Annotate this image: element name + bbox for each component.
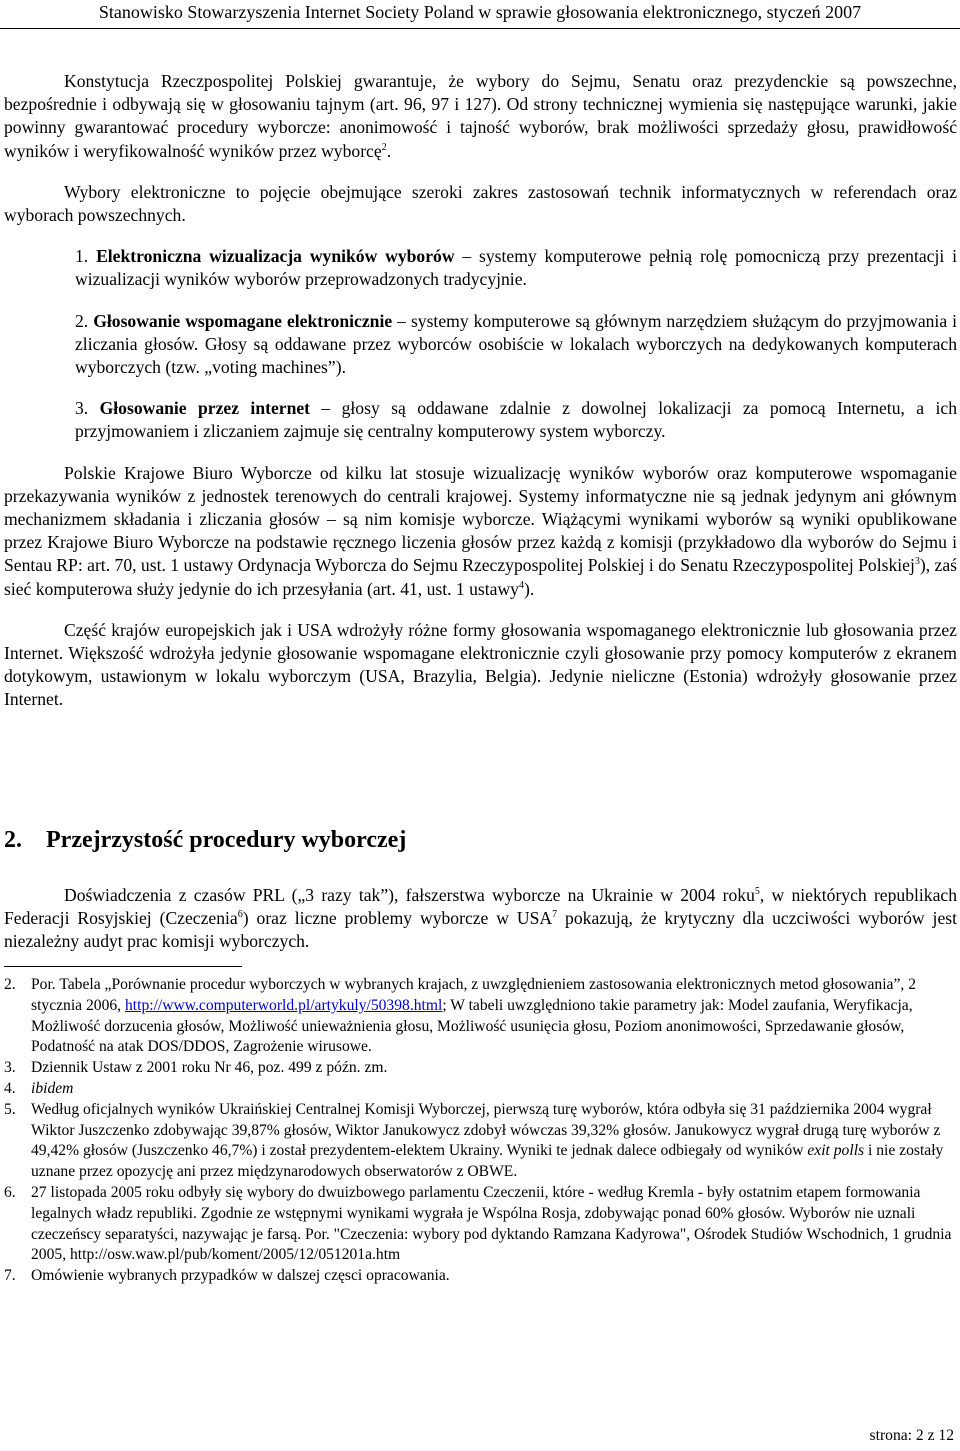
paragraph-constitution: Konstytucja Rzeczpospolitej Polskiej gwarantuje, że wybory do Sejmu, Senatu oraz prezydenckie są powszechne, bezpośrednie i odbywają się w głosowaniu tajnym (art. 96, 97 i 127). Od strony technicznej wymienia się następujące warunki, jakie powinny gwarantować procedury wyborcze: anonimowość i tajność wyborów, brak możliwości sprzedaży głosu, prawidłowość wyników i weryfikowalność wyników przez wyborcę$^2$. bbox=[4, 71, 957, 161]
computerworld-link[interactable]: http://www.computerworld.pl/artykuly/50398.html bbox=[124, 996, 443, 1014]
footnote-ref-6[interactable]: 6 bbox=[237, 909, 243, 921]
footnote-ref-3[interactable]: 3 bbox=[914, 556, 920, 568]
footnotes bbox=[4, 975, 954, 1287]
paragraph-pkw: Polskie Krajowe Biuro Wyborcze od kilku lat stosuje wizualizację wyników wyborów oraz komputerowe wspomaganie przekazywania wyników z jednostek terenowych do centrali krajowej. Systemy informatyczne nie są jednak jedynym ani głównym mechanizmem składania i zliczania głosów – są nim komisje wyborcze. Wiążącymi wynikami wyborów są wyniki opublikowane przez Krajowe Biuro Wyborcze na podstawie ręcznego liczenia głosów przez każdą z komisji (przykładowo dla wyborów do Sejmu i Sentau RP: art. 70, ust. 1 ustawy Ordynacja Wyborcza do Sejmu Rzeczypospolitej Polskiej i do Senatu Rzeczypospolitej Polskiej$^3$), zaś sieć komputerowa służy jedynie do ich przesyłania (art. 41, ust. 1 ustawy$^4$). bbox=[4, 462, 957, 599]
list-term: Głosowanie przez internet bbox=[99, 398, 311, 419]
paragraph-experience: Doświadczenia z czasów PRL („3 razy tak”), fałszerstwa wyborcze na Ukrainie w 2004 roku$^5$, w niektórych republikach Federacji Rosyjskiej (Czeczenia$^6$) oraz liczne problemy wyborcze w USA$^7$ pokazują, że krytyczny dla uczciwości wyborów jest niezależny audyt prac komisji wyborczych. bbox=[4, 885, 957, 952]
footnote-4: 4. ibidem bbox=[4, 1079, 74, 1097]
footnote-ref-5[interactable]: 5 bbox=[754, 886, 760, 898]
footnote-ref-7[interactable]: 7 bbox=[552, 909, 558, 921]
list-item: 3. Głosowanie przez internet – głosy są oddawane zdalnie z dowolnej lokalizacji za pomocą Internetu, a ich przyjmowaniem i zliczaniem zajmuje się centralny komputerowy system wyborczy. bbox=[75, 398, 957, 442]
footnote-3: 3. Dziennik Ustaw z 2001 roku Nr 46, poz. 499 z późn. zm. bbox=[4, 1059, 388, 1077]
list-term: Elektroniczna wizualizacja wyników wyborów bbox=[96, 246, 455, 267]
footnote-ref-4[interactable]: 4 bbox=[518, 579, 524, 591]
paragraph-definition: Wybory elektroniczne to pojęcie obejmujące szeroki zakres zastosowań technik informatycznych w referendach oraz wyborach powszechnych. bbox=[4, 181, 957, 226]
footnote-separator bbox=[4, 966, 242, 967]
list-term: Głosowanie wspomagane elektronicznie bbox=[93, 310, 393, 331]
header-title: Stanowisko Stowarzyszenia Internet Society Poland w sprawie głosowania elektronicznego, styczeń 2007 bbox=[98, 2, 862, 22]
main-text bbox=[4, 70, 957, 712]
footnote-2: 2. Por. Tabela „Porównanie procedur wyborczych w wybranych krajach, z uwzględnieniem zastosowania elektronicznych metod głosowania”, 2 stycznia 2006, http://www.computerworld.pl/artykuly/50398.html; W tabeli uwzględniono takie parametry jak: Model zaufania, Weryfikacja, Możliwość dorzucenia głosów, Możliwość unieważnienia głosu, Możliwość usunięcia głosu, Poziom anonimowości, Sprzedawanie głosów, Podatność na atak DOS/DDOS, Zagrożenie wirusowe. bbox=[4, 976, 916, 1056]
running-header bbox=[0, 0, 960, 29]
footnote-ref-2[interactable]: 2 bbox=[381, 141, 387, 153]
footnote-7: 7. Omówienie wybranych przypadków w dalszej częsci opracowania. bbox=[4, 1267, 450, 1285]
list-item: 1. Elektroniczna wizualizacja wyników wyborów – systemy komputerowe pełnią rolę pomocniczą przy prezentacji i wizualizacji wyników wyborów przeprowadzonych tradycyjnie. bbox=[75, 246, 957, 290]
page-number: strona: 2 z 12 bbox=[869, 1427, 954, 1444]
section-heading: 2. Przejrzystość procedury wyborczej bbox=[4, 827, 407, 853]
footnote-6: 6. 27 listopada 2005 roku odbyły się wybory do dwuizbowego parlamentu Czeczenii, które - według Kremla - były ostatnim etapem formowania legalnych władz republiki. Zgodnie ze wstępnymi wynikami wygrała je Wspólna Rosja, zdobywając ponad 60% głosów. Wyborów nie uznali czeczeńscy separatyści, nazywając je farsą. Por. "Czeczenia: wybory pod dyktando Ramzana Kadyrowa", Ośrodek Studiów Wschodnich, 1 grudnia 2005, http://osw.waw.pl/pub/koment/2005/12/051201a.htm bbox=[4, 1183, 952, 1264]
section2-text bbox=[4, 884, 957, 954]
paragraph-countries: Część krajów europejskich jak i USA wdrożyły różne formy głosowania wspomaganego elektronicznie lub głosowania przez Internet. Większość wdrożyła jedynie głosowanie wspomagane elektronicznie czyli głosowanie przy pomocy komputerów z ekranem dotykowym, ustawionym w lokalu wyborczym (USA, Brazylia, Belgia). Jedynie nieliczne (Estonia) wdrożyły głosowanie przez Internet. bbox=[4, 619, 957, 710]
footnote-5: 5. Według oficjalnych wyników Ukraińskiej Centralnej Komisji Wyborczej, pierwszą turę wyborów, która odbyła się 31 października 2004 wygrał Wiktor Juszczenko zdobywając 39,87% głosów, Wiktor Janukowycz zdobył wówczas 39,32% głosów. Janukowycz wygrał drugą turę wyborów z 49,42% głosów (Juszczenko 46,7%) i został prezydentem-elektem Ukrainy. Wyniki te jednak dalece odbiegały od wyników exit polls i nie zostały uznane przez opozycję ani przez międzynarodowych obserwatorów z OBWE. bbox=[4, 1100, 944, 1181]
list-item: 2. Głosowanie wspomagane elektronicznie – systemy komputerowe są głównym narzędziem służącym do przyjmowania i zliczania głosów. Głosy są oddawane przez wyborców osobiście w lokalach wyborczych na dedykowanych komputerach wyborczych (tzw. „voting machines”). bbox=[75, 310, 958, 378]
